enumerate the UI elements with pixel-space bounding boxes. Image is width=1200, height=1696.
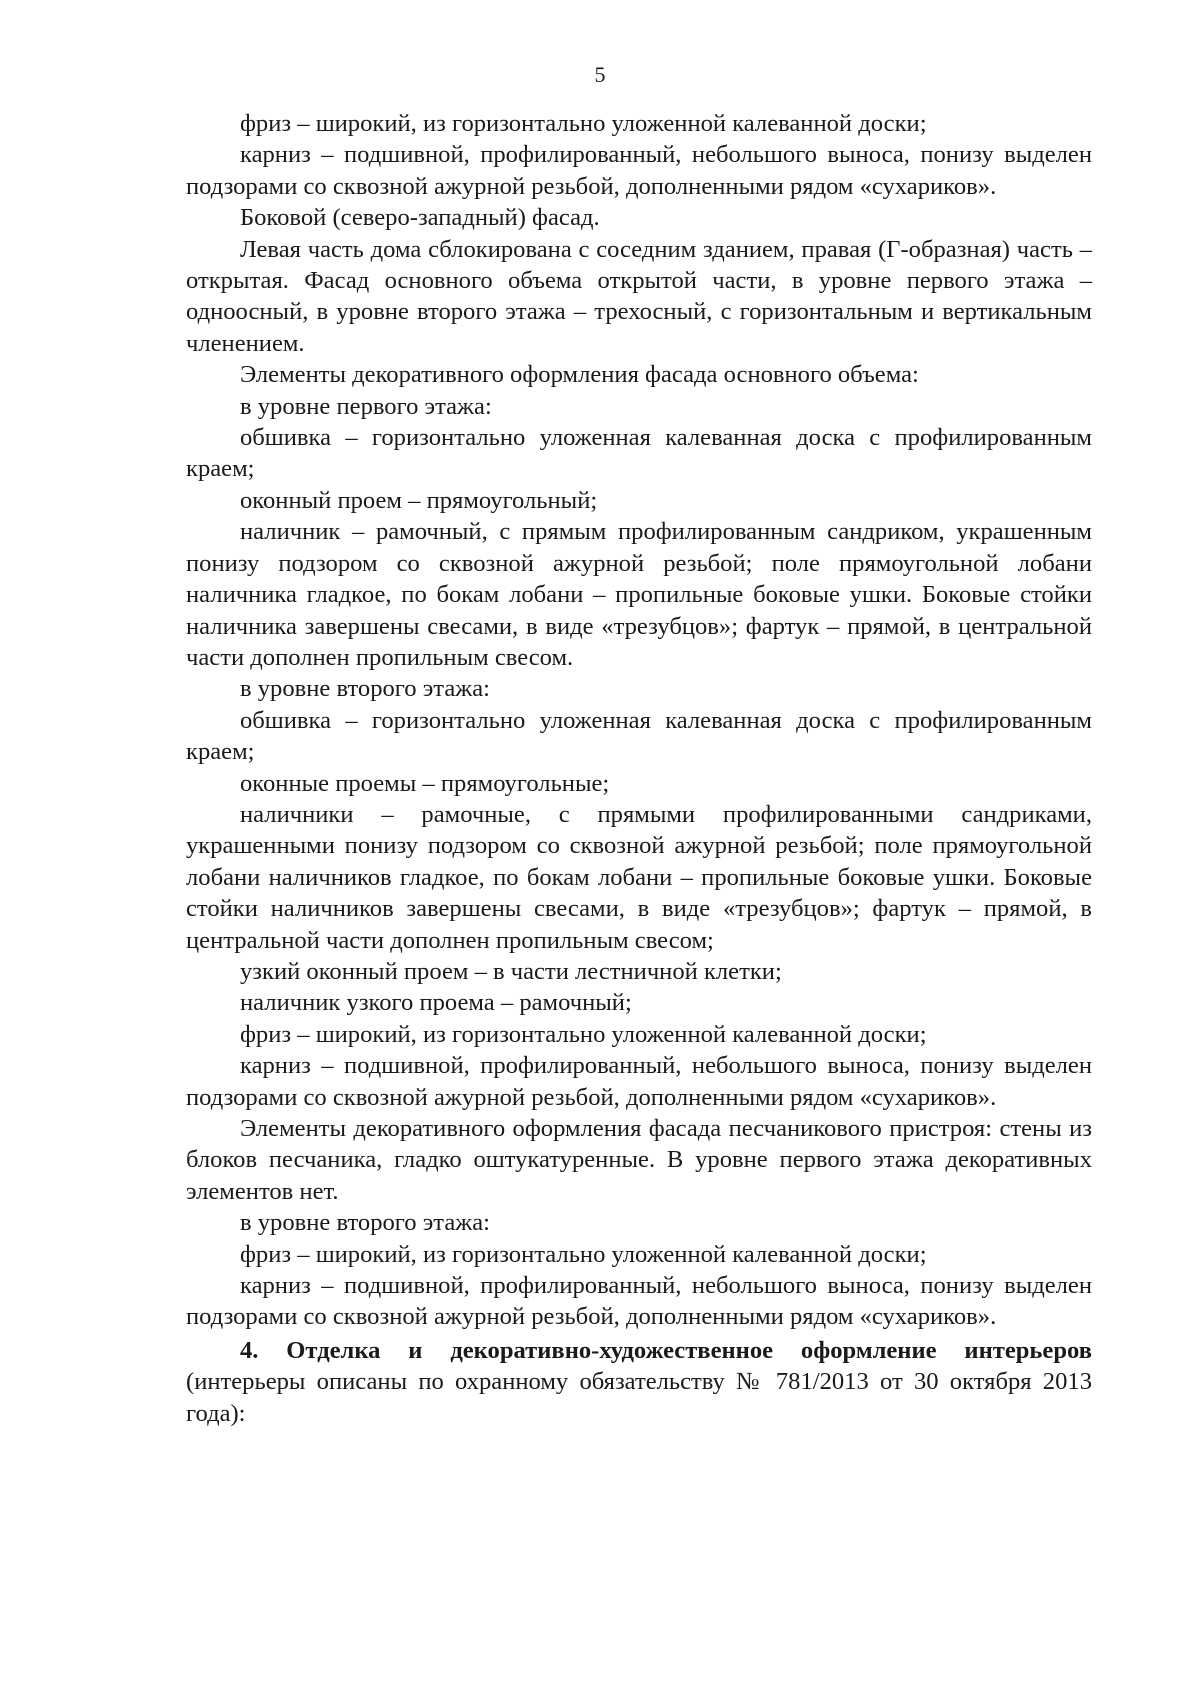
paragraph-second-floor-label-1: в уровне второго этажа: xyxy=(240,675,490,703)
paragraph-cladding-2: обшивка – горизонтально уложенная калеванная доска с профилированным краем; xyxy=(186,706,1092,766)
document-body xyxy=(186,108,1092,1429)
paragraph-cornice-2: карниз – подшивной, профилированный, небольшого выноса, понизу выделен подзорами со сквозной ажурной резьбой, дополненными рядом «сухариков». xyxy=(186,1052,1092,1111)
paragraph-frieze-3: фриз – широкий, из горизонтально уложенной калеванной доски; xyxy=(240,1240,927,1268)
paragraph-window-opening-1: оконный проем – прямоугольный; xyxy=(240,486,598,514)
paragraph-cladding-1: обшивка – горизонтально уложенная калеванная доска с профилированным краем; xyxy=(186,424,1092,483)
page-number: 5 xyxy=(594,62,606,87)
section-heading-interiors xyxy=(186,1335,1092,1429)
paragraph-side-facade-description: Левая часть дома сблокирована с соседним зданием, правая (Г-образная) часть – открытая. Фасад основного объема открытой части, в уровне первого этажа – одноосный, в уровне второго этажа – трехосный, с горизонтальным и вертикальным членением. xyxy=(186,235,1092,357)
paragraph-side-facade-title: Боковой (северо-западный) фасад. xyxy=(240,204,600,232)
paragraph-architraves-2: наличники – рамочные, с прямыми профилированными сандриками, украшенными понизу подзором со сквозной ажурной резьбой; поле прямоугольной лобани наличников гладкое, по бокам лобани – пропильные боковые ушки. Боковые стойки наличников завершены свесами, в виде «трезубцов»; фартук – прямой, в центральной части дополнен пропильным свесом; xyxy=(186,800,1092,954)
paragraph-first-floor-label: в уровне первого этажа: xyxy=(240,392,492,420)
section-heading-note: (интерьеры описаны по охранному обязательству № 781/2013 от 30 октября 2013 года): xyxy=(186,1368,1092,1427)
paragraph-narrow-window: узкий оконный проем – в части лестничной клетки; xyxy=(240,957,782,985)
paragraph-cornice-1: карниз – подшивной, профилированный, небольшого выноса, понизу выделен подзорами со сквозной ажурной резьбой, дополненными рядом «сухариков». xyxy=(186,141,1092,200)
paragraph-narrow-architrave: наличник узкого проема – рамочный; xyxy=(240,989,632,1017)
paragraph-main-volume-elements: Элементы декоративного оформления фасада основного объема: xyxy=(240,361,919,389)
paragraph-sandstone-annex: Элементы декоративного оформления фасада песчаникового пристроя: стены из блоков песчаника, гладко оштукатуренные. В уровне первого этажа декоративных элементов нет. xyxy=(186,1115,1092,1205)
paragraph-window-openings-2: оконные проемы – прямоугольные; xyxy=(240,769,610,797)
paragraph-cornice-3: карниз – подшивной, профилированный, небольшого выноса, понизу выделен подзорами со сквозной ажурной резьбой, дополненными рядом «сухариков». xyxy=(186,1272,1092,1331)
paragraph-architrave-1: наличник – рамочный, с прямым профилированным сандриком, украшенным понизу подзором со сквозной ажурной резьбой; поле прямоугольной лобани наличника гладкое, по бокам лобани – пропильные боковые ушки. Боковые стойки наличника завершены свесами, в виде «трезубцов»; фартук – прямой, в центральной части дополнен пропильным свесом. xyxy=(186,518,1092,671)
paragraph-frieze-1: фриз – широкий, из горизонтально уложенной калеванной доски; xyxy=(240,110,927,137)
paragraph-frieze-2: фриз – широкий, из горизонтально уложенной калеванной доски; xyxy=(240,1020,927,1048)
section-heading-bold: 4. Отделка и декоративно-художественное оформление интерьеров xyxy=(240,1336,1092,1364)
paragraph-second-floor-label-2: в уровне второго этажа: xyxy=(240,1209,490,1237)
